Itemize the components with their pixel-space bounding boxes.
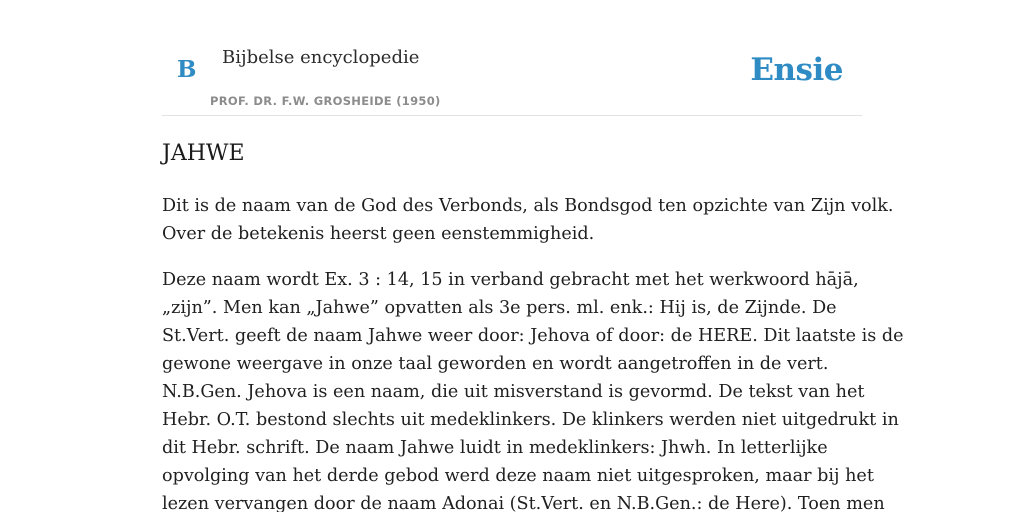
paragraph-line: St.Vert. geeft de naam Jahwe weer door: Jehova of door: de HERE. Dit laatste is de [162, 326, 904, 346]
article-title: JAHWE [162, 141, 245, 166]
paragraph-line: Dit is de naam van de God des Verbonds, als Bondsgod ten opzichte van Zijn volk. [162, 196, 894, 216]
paragraph-line: gewone weergave in onze taal geworden en wordt aangetroffen in de vert. [162, 354, 829, 374]
book-title[interactable]: Bijbelse encyclopedie [222, 47, 420, 68]
article-paragraph [162, 266, 904, 512]
paragraph-line: lezen vervangen door de naam Adonai (St.Vert. en N.B.Gen.: de Here). Toen men [162, 494, 885, 512]
book-logo[interactable]: B [177, 56, 197, 83]
paragraph-line: opvolging van het derde gebod werd deze naam niet uitgesproken, maar bij het [162, 466, 874, 486]
paragraph-line: „zijn”. Men kan „Jahwe” opvatten als 3e pers. ml. enk.: Hij is, de Zijnde. De [162, 298, 837, 318]
paragraph-line: Deze naam wordt Ex. 3 : 14, 15 in verband gebracht met het werkwoord hājā, [162, 270, 859, 290]
paragraph-line: Hebr. O.T. bestond slechts uit medeklinkers. De klinkers werden niet uitgedrukt in [162, 410, 899, 430]
book-author: PROF. DR. F.W. GROSHEIDE (1950) [210, 94, 441, 108]
header [162, 0, 862, 116]
article-paragraph [162, 192, 894, 248]
paragraph-line: N.B.Gen. Jehova is een naam, die uit misverstand is gevormd. De tekst van het [162, 382, 865, 402]
article [162, 136, 904, 512]
paragraph-line: dit Hebr. schrift. De naam Jahwe luidt in medeklinkers: Jhwh. In letterlijke [162, 438, 828, 458]
brand-logo[interactable]: Ensie [750, 52, 843, 88]
paragraph-line: Over de betekenis heerst geen eenstemmigheid. [162, 224, 595, 244]
